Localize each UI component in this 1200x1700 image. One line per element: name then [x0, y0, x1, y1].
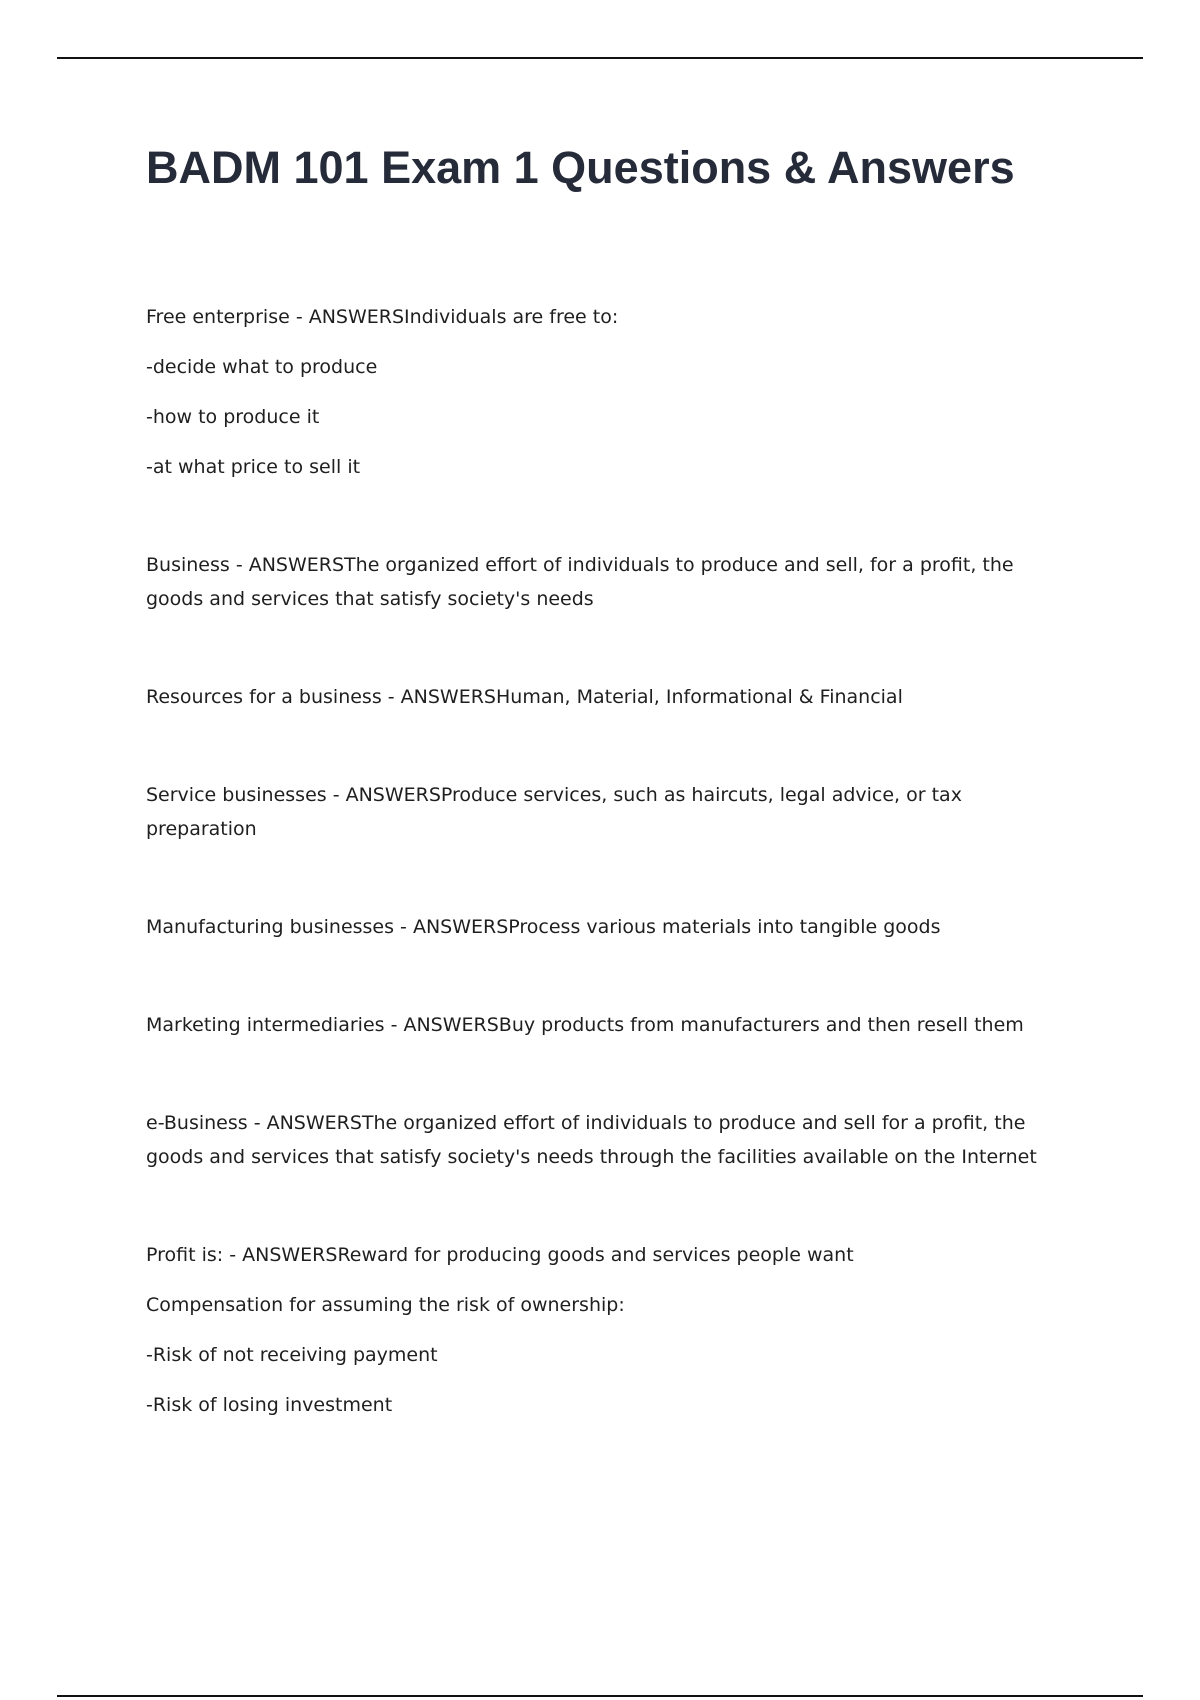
- qa-line: e-Business - ANSWERSThe organized effort of individuals to produce and sell for a profit, the: [146, 1112, 1026, 1134]
- qa-line: -how to produce it: [146, 406, 320, 428]
- qa-line: goods and services that satisfy society's needs through the facilities available on the Internet: [146, 1146, 1037, 1168]
- qa-entry-manufacturing: [146, 910, 1066, 944]
- qa-line: preparation: [146, 818, 257, 840]
- qa-line: Compensation for assuming the risk of ownership:: [146, 1294, 625, 1316]
- qa-list: [146, 300, 1066, 1422]
- qa-entry-service-businesses: [146, 778, 1066, 846]
- qa-entry-e-business: [146, 1106, 1066, 1174]
- qa-line: goods and services that satisfy society's needs: [146, 588, 594, 610]
- qa-entry-business: [146, 548, 1066, 616]
- qa-line: -at what price to sell it: [146, 456, 361, 478]
- footer-rule: [57, 1695, 1143, 1697]
- qa-line: Profit is: - ANSWERSReward for producing goods and services people want: [146, 1244, 854, 1266]
- qa-entry-free-enterprise: [146, 300, 1066, 484]
- header-rule: [57, 57, 1143, 59]
- page-title: BADM 101 Exam 1 Questions & Answers: [146, 142, 1015, 193]
- qa-line: Business - ANSWERSThe organized effort of individuals to produce and sell, for a profit, the: [146, 554, 1014, 576]
- qa-entry-marketing-intermediaries: [146, 1008, 1066, 1042]
- qa-line: -decide what to produce: [146, 356, 378, 378]
- qa-line: -Risk of losing investment: [146, 1394, 393, 1416]
- qa-line: Service businesses - ANSWERSProduce services, such as haircuts, legal advice, or tax: [146, 784, 962, 806]
- qa-line: Resources for a business - ANSWERSHuman, Material, Informational & Financial: [146, 686, 903, 708]
- qa-line: Free enterprise - ANSWERSIndividuals are free to:: [146, 306, 619, 328]
- qa-line: Marketing intermediaries - ANSWERSBuy products from manufacturers and then resell them: [146, 1014, 1024, 1036]
- qa-entry-profit: [146, 1238, 1066, 1422]
- qa-line: Manufacturing businesses - ANSWERSProcess various materials into tangible goods: [146, 916, 941, 938]
- qa-line: -Risk of not receiving payment: [146, 1344, 438, 1366]
- qa-entry-resources: [146, 680, 1066, 714]
